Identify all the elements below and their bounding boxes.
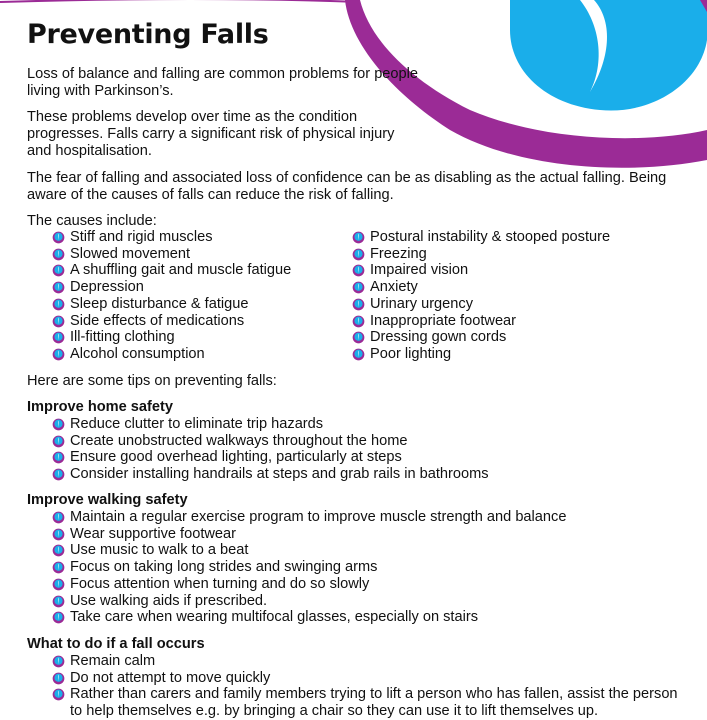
tulip-bullet-icon	[352, 248, 365, 261]
list-item: Inappropriate footwear	[352, 313, 610, 330]
list-item: Wear supportive footwear	[52, 526, 566, 543]
causes-intro: The causes include:	[27, 213, 157, 229]
tulip-bullet-icon	[52, 231, 65, 244]
tulip-bullet-icon	[52, 595, 65, 608]
top-purple-arc	[0, 0, 360, 2]
tulip-bullet-icon	[52, 348, 65, 361]
list-item: Maintain a regular exercise program to improve muscle strength and balance	[52, 509, 566, 526]
list-item: Create unobstructed walkways throughout the home	[52, 433, 489, 450]
tulip-bullet-icon	[52, 315, 65, 328]
tulip-bullet-icon	[352, 315, 365, 328]
section-list	[52, 416, 489, 483]
section-heading: Improve walking safety	[27, 492, 188, 508]
list-item: Use music to walk to a beat	[52, 542, 566, 559]
intro-paragraph-1: Loss of balance and falling are common problems for people living with Parkinson’s.	[27, 66, 419, 99]
list-item: Anxiety	[352, 279, 610, 296]
list-item: Slowed movement	[52, 246, 291, 263]
tulip-bullet-icon	[352, 231, 365, 244]
list-item: Freezing	[352, 246, 610, 263]
list-item: Ensure good overhead lighting, particularly at steps	[52, 449, 489, 466]
list-item: Stiff and rigid muscles	[52, 229, 291, 246]
section-walking-safety	[27, 492, 566, 626]
tulip-bullet-icon	[52, 561, 65, 574]
tulip-bullet-icon	[52, 281, 65, 294]
causes-left-column	[52, 229, 291, 363]
tips-intro: Here are some tips on preventing falls:	[27, 373, 277, 389]
list-item: Remain calm	[52, 653, 692, 670]
page-title: Preventing Falls	[27, 19, 269, 50]
tulip-bullet-icon	[52, 451, 65, 464]
list-item: Urinary urgency	[352, 296, 610, 313]
list-item: Dressing gown cords	[352, 329, 610, 346]
section-list	[52, 653, 692, 720]
tulip-bullet-icon	[52, 544, 65, 557]
tulip-bullet-icon	[52, 611, 65, 624]
section-heading: What to do if a fall occurs	[27, 636, 205, 652]
tulip-bullet-icon	[52, 688, 65, 701]
blue-tulip	[510, 0, 707, 111]
intro-paragraph-2: These problems develop over time as the condition progresses. Falls carry a significant risk of physical injury and hospitalisation.	[27, 109, 395, 159]
list-item: Impaired vision	[352, 262, 610, 279]
tulip-bullet-icon	[352, 298, 365, 311]
list-item: Rather than carers and family members trying to lift a person who has fallen, assist the person to help themselves e.g. by bringing a chair so they can use it to lift themselves up.	[52, 686, 690, 719]
tulip-bullet-icon	[52, 511, 65, 524]
tulip-bullet-icon	[52, 264, 65, 277]
tulip-bullet-icon	[52, 578, 65, 591]
list-item: Reduce clutter to eliminate trip hazards	[52, 416, 489, 433]
causes-right-column	[352, 229, 610, 363]
list-item: Do not attempt to move quickly	[52, 670, 692, 687]
tulip-bullet-icon	[52, 655, 65, 668]
list-item: Focus on taking long strides and swinging arms	[52, 559, 566, 576]
tulip-bullet-icon	[352, 264, 365, 277]
tulip-bullet-icon	[352, 331, 365, 344]
intro-paragraph-3: The fear of falling and associated loss of confidence can be as disabling as the actual falling. Being aware of the causes of falls can reduce the risk of falling.	[27, 170, 667, 203]
list-item: Alcohol consumption	[52, 346, 291, 363]
tulip-bullet-icon	[52, 331, 65, 344]
list-item: Postural instability & stooped posture	[352, 229, 610, 246]
tulip-bullet-icon	[52, 248, 65, 261]
list-item: Sleep disturbance & fatigue	[52, 296, 291, 313]
section-home-safety	[27, 399, 489, 483]
list-item: Depression	[52, 279, 291, 296]
tulip-bullet-icon	[352, 348, 365, 361]
tulip-bullet-icon	[352, 281, 365, 294]
section-list	[52, 509, 566, 626]
list-item: A shuffling gait and muscle fatigue	[52, 262, 291, 279]
tulip-bullet-icon	[52, 468, 65, 481]
list-item: Focus attention when turning and do so slowly	[52, 576, 566, 593]
list-item: Take care when wearing multifocal glasses, especially on stairs	[52, 609, 566, 626]
section-heading: Improve home safety	[27, 399, 173, 415]
list-item: Side effects of medications	[52, 313, 291, 330]
list-item: Ill-fitting clothing	[52, 329, 291, 346]
tulip-bullet-icon	[52, 435, 65, 448]
tulip-bullet-icon	[52, 298, 65, 311]
tulip-bullet-icon	[52, 528, 65, 541]
list-item: Poor lighting	[352, 346, 610, 363]
list-item: Consider installing handrails at steps and grab rails in bathrooms	[52, 466, 489, 483]
tulip-bullet-icon	[52, 672, 65, 685]
section-fall-occurs	[27, 636, 692, 720]
list-item: Use walking aids if prescribed.	[52, 593, 566, 610]
tulip-bullet-icon	[52, 418, 65, 431]
